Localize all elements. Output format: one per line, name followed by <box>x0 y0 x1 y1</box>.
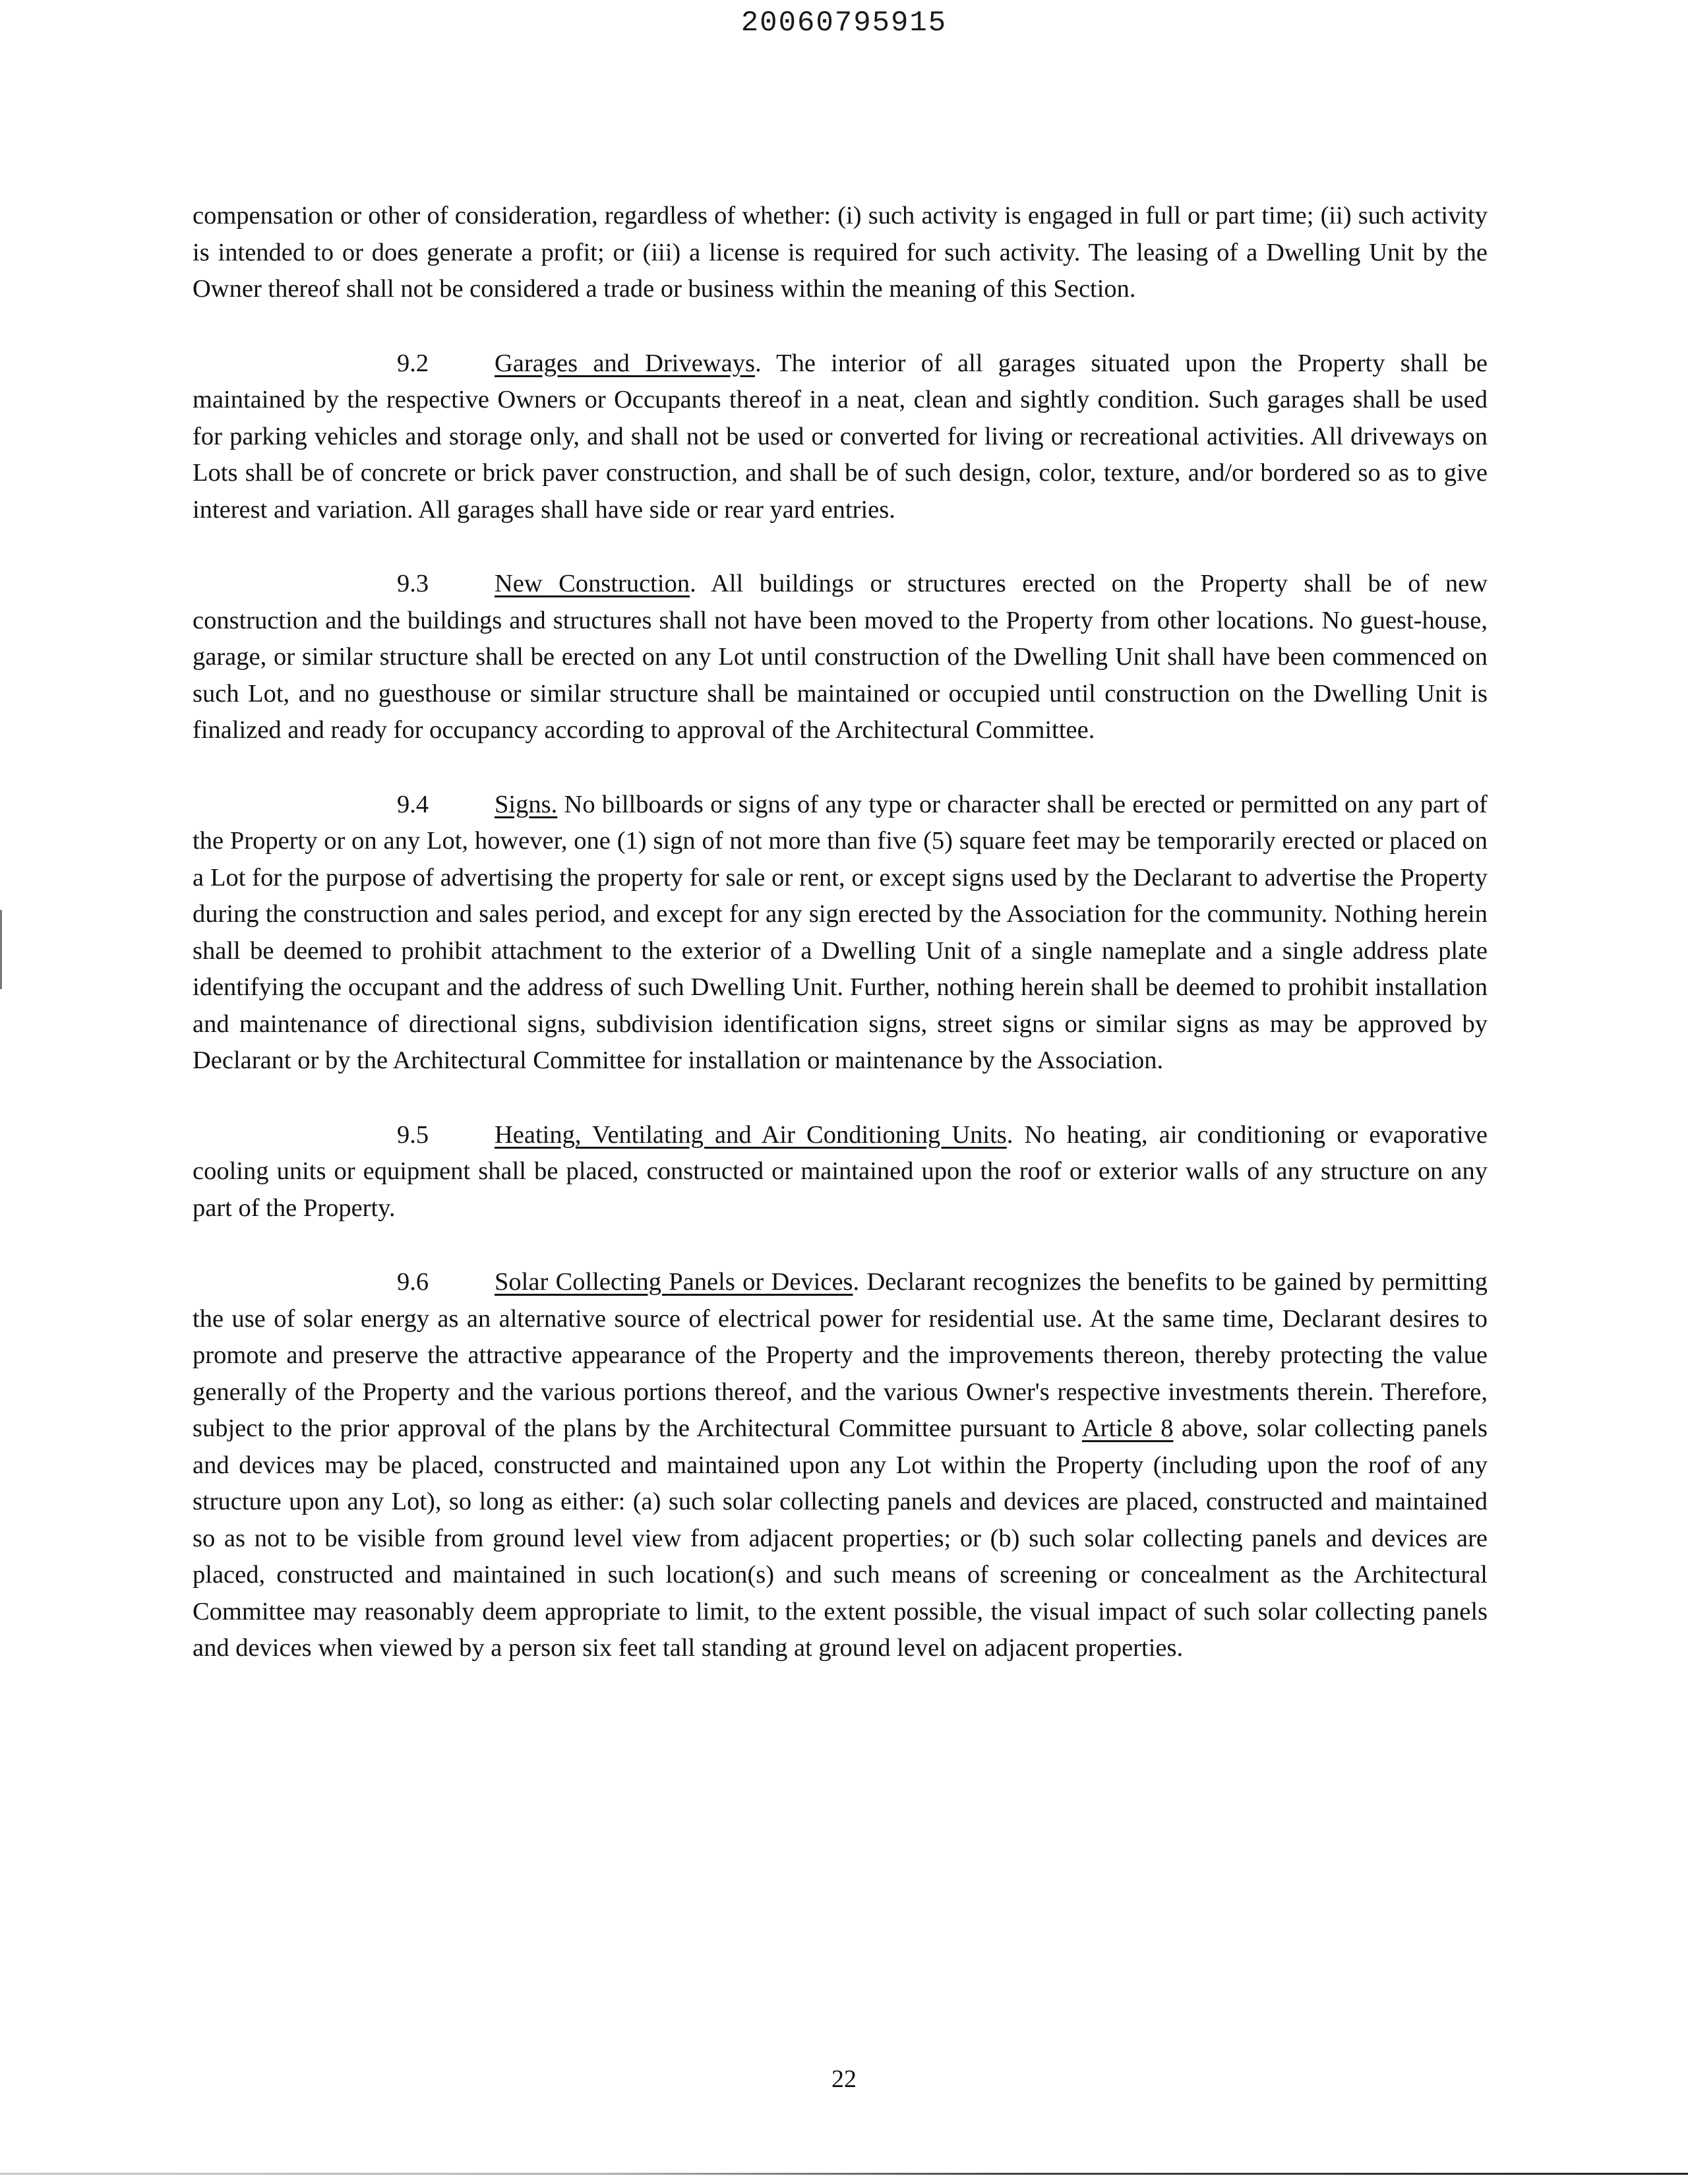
scan-bottom-edge <box>0 2173 1688 2175</box>
section-9-2 <box>193 346 1488 529</box>
section-text: . No heating, air conditioning or evaporative cooling units or equipment shall be placed, constructed or maintained upon the roof or exterior walls of any structure on any part of the Property. <box>193 1120 1488 1222</box>
paragraph-continuation <box>193 198 1488 308</box>
section-title: Signs. <box>495 790 558 818</box>
section-9-3 <box>193 566 1488 749</box>
section-9-6 <box>193 1264 1488 1667</box>
section-number: 9.4 <box>397 790 429 818</box>
section-title: Heating, Ventilating and Air Conditioning Units <box>495 1120 1007 1149</box>
section-text: . All buildings or structures erected on the Property shall be of new construction and the buildings and structures shall not have been moved to the Property from other locations. No guest-house, garage, or similar structure shall be erected on any Lot until construction of the Dwelling Unit shall have been commenced on such Lot, and no guesthouse or similar structure shall be maintained or occupied until construction on the Dwelling Unit is finalized and ready for occupancy according to approval of the Architectural Committee. <box>193 570 1488 744</box>
document-body <box>193 198 1488 1705</box>
article-reference: Article 8 <box>1081 1414 1174 1442</box>
document-number: 20060795915 <box>740 7 948 40</box>
section-text-continued: above, solar collecting panels and devices may be placed, constructed and maintained upon any Lot within the Property (including upon the roof of any structure upon any Lot), so long as either: (a) such solar collecting panels and devices are placed, constructed and maintained so as not to be visible from ground level view from adjacent properties; or (b) such solar collecting panels and devices are placed, constructed and maintained in such location(s) and such means of screening or concealment as the Architectural Committee may reasonably deem appropriate to limit, to the extent possible, the visual impact of such solar collecting panels and devices when viewed by a person six feet tall standing at ground level on adjacent properties. <box>193 1414 1488 1662</box>
section-text: No billboards or signs of any type or character shall be erected or permitted on any part of the Property or on any Lot, however, one (1) sign of not more than five (5) square feet may be temporarily erected or placed on a Lot for the purpose of advertising the property for sale or rent, or except signs used by the Declarant to advertise the Property during the construction and sales period, and except for any sign erected by the Association for the community. Nothing herein shall be deemed to prohibit attachment to the exterior of a Dwelling Unit of a single nameplate and a single address plate identifying the occupant and the address of such Dwelling Unit. Further, nothing herein shall be deemed to prohibit installation and maintenance of directional signs, subdivision identification signs, street signs or similar signs as may be approved by Declarant or by the Architectural Committee for installation or maintenance by the Association. <box>193 790 1488 1074</box>
section-9-4 <box>193 787 1488 1079</box>
section-text: . Declarant recognizes the benefits to be gained by permitting the use of solar energy as an alternative source of electrical power for residential use. At the same time, Declarant desires to promote and preserve the attractive appearance of the Property and the improvements thereon, thereby protecting the value generally of the Property and the various portions thereof, and the various Owner's respective investments therein. Therefore, subject to the prior approval of the plans by the Architectural Committee pursuant to <box>193 1268 1488 1442</box>
section-title: New Construction <box>495 570 690 597</box>
section-number: 9.2 <box>397 349 429 377</box>
scan-edge-mark <box>0 910 2 989</box>
section-text: . The interior of all garages situated upon the Property shall be maintained by the respective Owners or Occupants thereof in a neat, clean and sightly condition. Such garages shall be used for parking vehicles and storage only, and shall not be used or converted for living or recreational activities. All driveways on Lots shall be of concrete or brick paver construction, and shall be of such design, color, texture, and/or bordered so as to give interest and variation. All garages shall have side or rear yard entries. <box>193 349 1488 524</box>
section-title: Solar Collecting Panels or Devices <box>495 1268 853 1296</box>
page-number: 22 <box>831 2065 857 2093</box>
section-number: 9.6 <box>397 1268 429 1296</box>
section-title: Garages and Driveways <box>495 349 755 377</box>
paragraph-text: compensation or other of consideration, regardless of whether: (i) such activity is engaged in full or part time; (ii) such activity is intended to or does generate a profit; or (iii) a license is required for such activity. The leasing of a Dwelling Unit by the Owner thereof shall not be considered a trade or business within the meaning of this Section. <box>193 202 1488 303</box>
section-number: 9.3 <box>397 570 429 597</box>
section-number: 9.5 <box>397 1120 429 1149</box>
section-9-5 <box>193 1117 1488 1227</box>
